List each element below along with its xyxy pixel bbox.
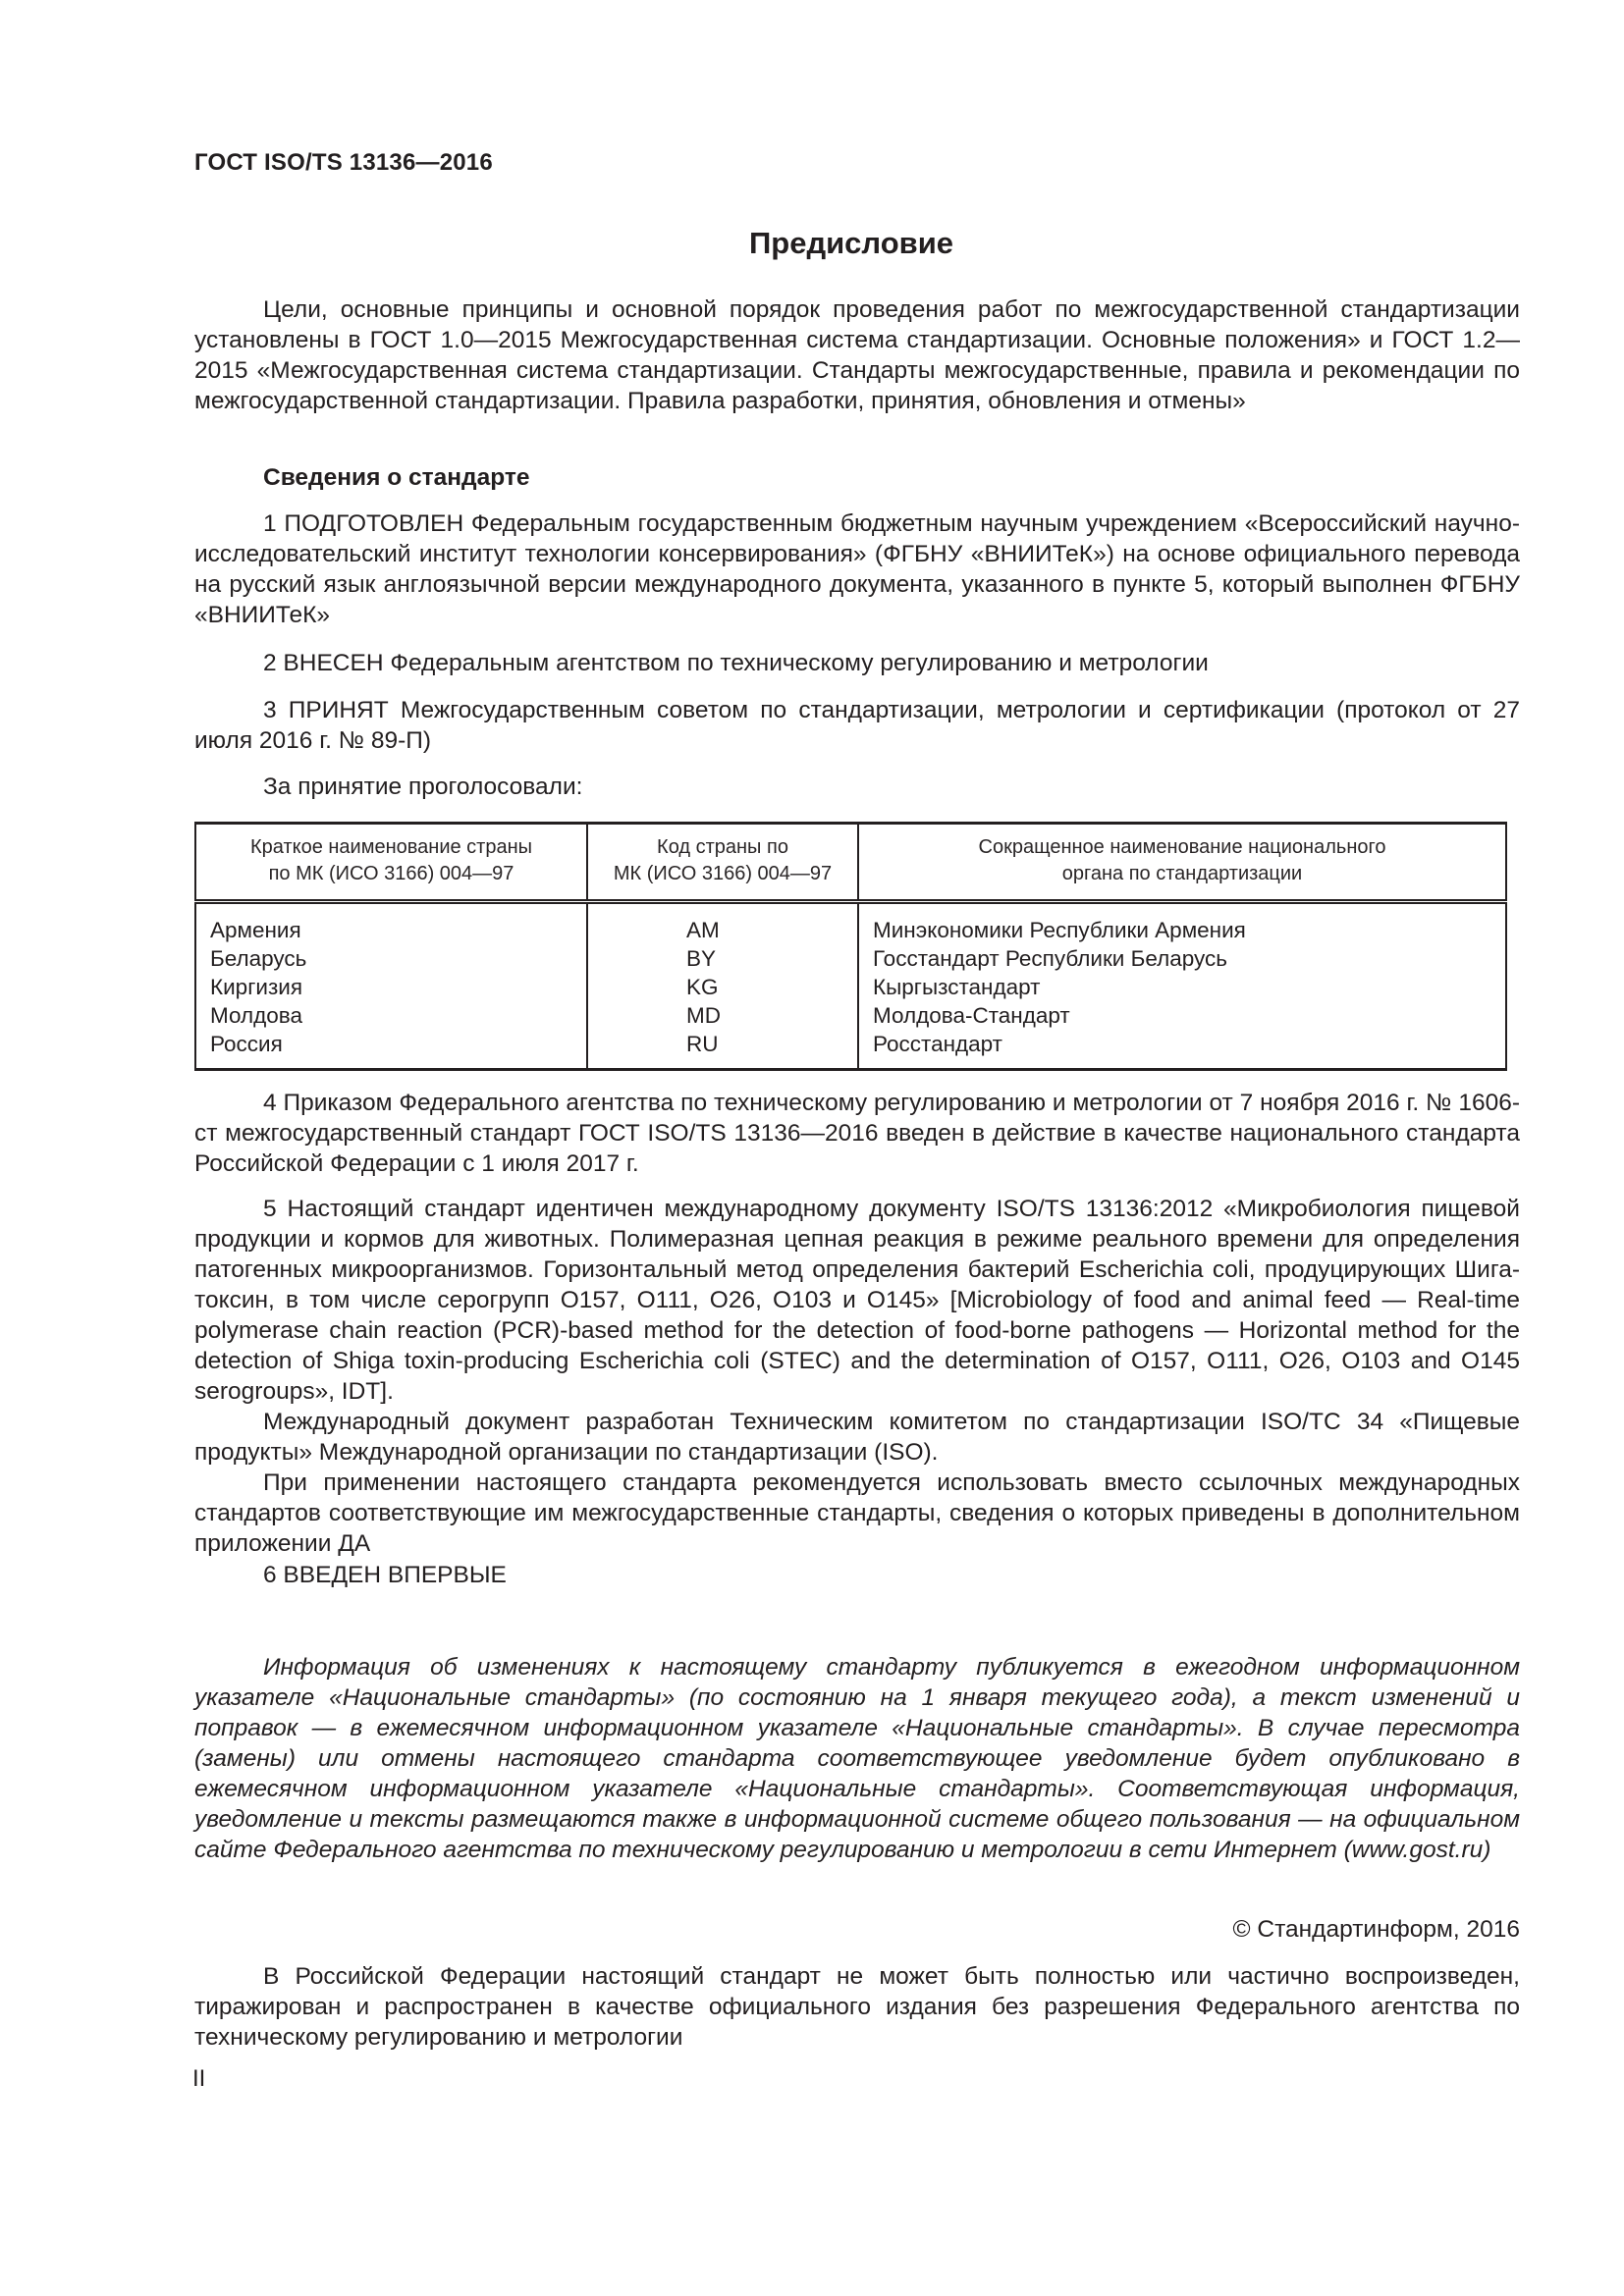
table-row-body: Госстандарт Республики Беларусь [873, 946, 1228, 971]
reproduction-restriction: В Российской Федерации настоящий стандарт не может быть полностью или частично воспроизведен, тиражирован и распространен в качестве официального издания без разрешения Федерального агентства по техническому регулированию и метрологии [194, 1963, 1520, 2051]
item-2-submitted: 2 ВНЕСЕН Федеральным агентством по техническому регулированию и метрологии [263, 650, 1209, 676]
header-standards-body: Сокращенное наименование национального органа по стандартизации [858, 824, 1506, 902]
item-5-note-application: При применении настоящего стандарта рекомендуется использовать вместо ссылочных международных стандартов соответствующие им межгосударственные стандарты, сведения о которых приведены в дополнительном приложении ДА [194, 1469, 1520, 1557]
table-row-country: Киргизия [210, 975, 303, 999]
country-codes-cell [587, 902, 858, 1070]
standards-bodies-cell [858, 902, 1506, 1070]
header-country-code: Код страны по МК (ИСО 3166) 004—97 [587, 824, 858, 902]
table-row-body: Росстандарт [873, 1032, 1002, 1056]
table-row-code: MD [686, 1003, 721, 1028]
table-row-code: AM [686, 918, 720, 942]
item-3-adopted: 3 ПРИНЯТ Межгосударственным советом по стандартизации, метрологии и сертификации (протокол от 27 июля 2016 г. № 89-П) [194, 697, 1520, 754]
table-row-country: Армения [210, 918, 301, 942]
item-1-prepared: 1 ПОДГОТОВЛЕН Федеральным государственным бюджетным научным учреждением «Всероссийский научно-исследовательский институт технологии консервирования» (ФГБНУ «ВНИИТеК») на основе официального перевода на русский язык англоязычной версии международного документа, указанного в пункте 5, который выполнен ФГБНУ «ВНИИТеК» [194, 510, 1520, 628]
table-row-country: Россия [210, 1032, 283, 1056]
section-heading: Сведения о стандарте [263, 464, 530, 491]
amendments-notice: Информация об изменениях к настоящему стандарту публикуется в ежегодном информационном указателе «Национальные стандарты» (по состоянию на 1 января текущего года), а текст изменений и поправок — в ежемесячном информационном указателе «Национальные стандарты». В случае пересмотра (замены) или отмены настоящего стандарта соответствующее уведомление будет опубликовано в ежемесячном информационном указателе «Национальные стандарты». Соответствующая информация, уведомление и тексты размещаются также в информационной системе общего пользования — на официальном сайте Федерального агентства по техническому регулированию и метрологии в сети Интернет (www.gost.ru) [194, 1654, 1520, 1863]
page-title: Предисловие [748, 226, 953, 260]
item-4-order: 4 Приказом Федерального агентства по техническому регулированию и метрологии от 7 ноября 2016 г. № 1606-ст межгосударственный стандарт ГОСТ ISO/TS 13136—2016 введен в действие в качестве национального стандарта Российской Федерации с 1 июля 2017 г. [194, 1090, 1520, 1177]
table-row-code: KG [686, 975, 719, 999]
item-6-introduced: 6 ВВЕДЕН ВПЕРВЫЕ [263, 1562, 507, 1588]
voting-countries-table [194, 822, 1507, 1071]
document-code: ГОСТ ISO/TS 13136—2016 [194, 149, 493, 176]
table-row-body: Минэкономики Республики Армения [873, 918, 1246, 942]
table-body-row [195, 902, 1506, 1070]
table-row-code: BY [686, 946, 717, 971]
table-row-country: Беларусь [210, 946, 307, 971]
table-row-code: RU [686, 1032, 719, 1056]
country-names-cell [195, 902, 587, 1070]
intro-paragraph: Цели, основные принципы и основной порядок проведения работ по межгосударственной стандартизации установлены в ГОСТ 1.0—2015 Межгосударственная система стандартизации. Основные положения» и ГОСТ 1.2—2015 «Межгосударственная система стандартизации. Стандарты межгосударственные, правила и рекомендации по межгосударственной стандартизации. Правила разработки, принятия, обновления и отмены» [194, 296, 1520, 414]
header-country-name: Краткое наименование страны по МК (ИСО 3166) 004—97 [195, 824, 587, 902]
page-number: II [192, 2065, 206, 2092]
table-header-row [195, 824, 1506, 902]
copyright: © Стандартинформ, 2016 [1232, 1916, 1520, 1943]
item-5-identical: 5 Настоящий стандарт идентичен международному документу ISO/TS 13136:2012 «Микробиология пищевой продукции и кормов для животных. Полимеразная цепная реакция в режиме реального времени для определения патогенных микроорганизмов. Горизонтальный метод определения бактерий Escherichia coli, продуцирующих Шига-токсин, в том числе серогрупп O157, O111, O26, O103 и O145» [Microbiology of food and animal feed — Real-time polymerase chain reaction (PCR)-based method for the detection of food-borne pathogens — Horizontal method for the detection of Shiga toxin-producing Escherichia coli (STEC) and the determination of O157, O111, O26, O103 and O145 serogroups», IDT]. [194, 1196, 1520, 1405]
item-5-note-developer: Международный документ разработан Техническим комитетом по стандартизации ISO/TC 34 «Пищевые продукты» Международной организации по стандартизации (ISO). [194, 1409, 1520, 1466]
table-row-body: Кыргызстандарт [873, 975, 1041, 999]
table-row-body: Молдова-Стандарт [873, 1003, 1070, 1028]
table-row-country: Молдова [210, 1003, 302, 1028]
voted-label: За принятие проголосовали: [263, 774, 583, 800]
